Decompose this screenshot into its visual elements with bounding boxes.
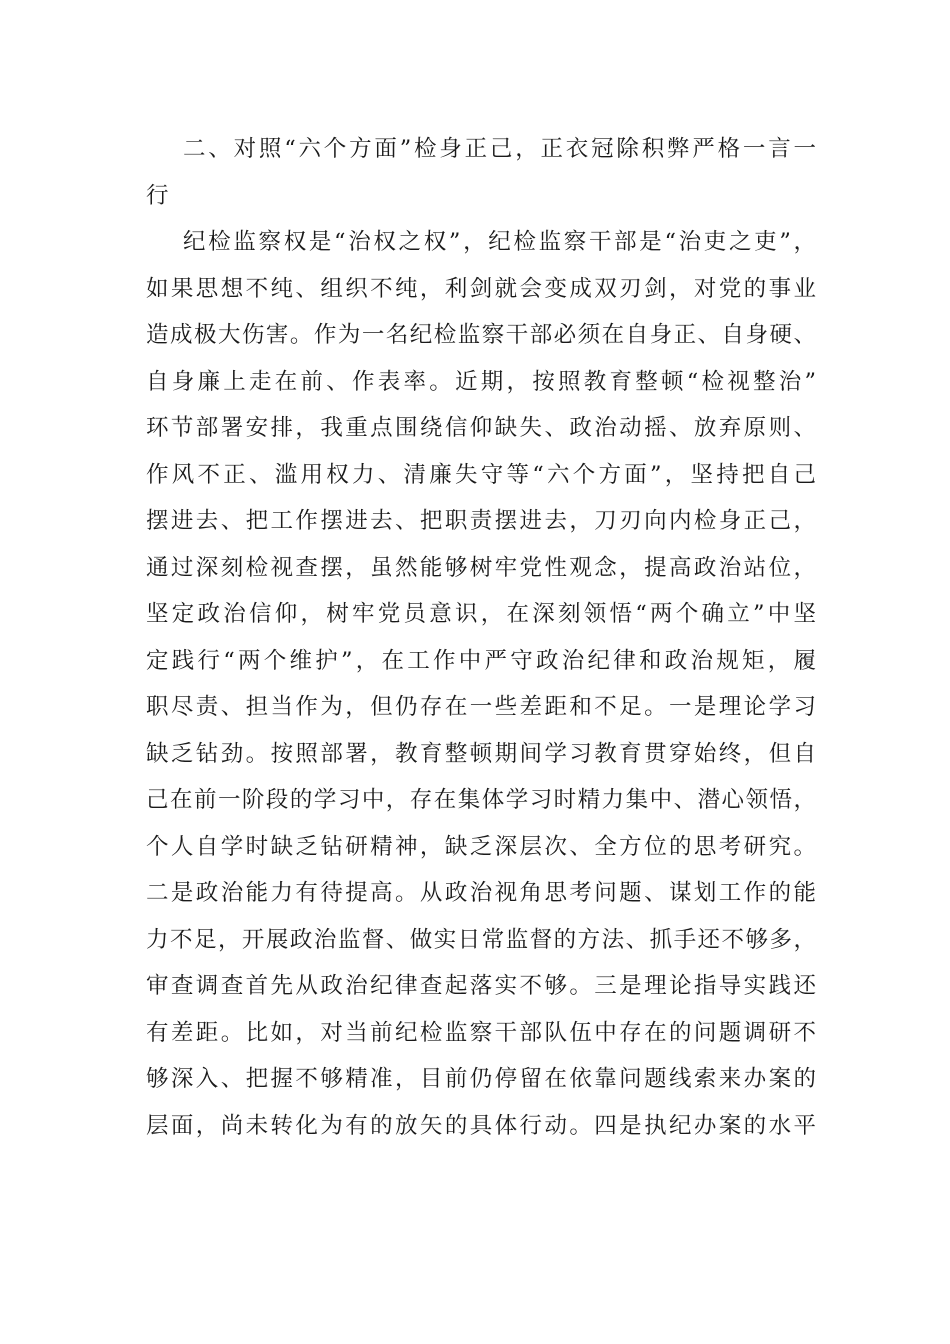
paragraph-line-14: 个人自学时缺乏钻研精神，缺乏深层次、全方位的思考研究。 bbox=[146, 833, 816, 860]
section-heading-line-1: 二、对照“六个方面”检身正己，正衣冠除积弊严格一言一 bbox=[183, 136, 816, 162]
document-text bbox=[146, 126, 816, 1149]
paragraph-line-11: 职尽责、担当作为，但仍存在一些差距和不足。一是理论学习 bbox=[146, 694, 816, 720]
paragraph-line-5: 环节部署安排，我重点围绕信仰缺失、政治动摇、放弃原则、 bbox=[146, 415, 816, 441]
paragraph-line-15: 二是政治能力有待提高。从政治视角思考问题、谋划工作的能 bbox=[146, 880, 816, 906]
paragraph-line-17: 审查调查首先从政治纪律查起落实不够。三是理论指导实践还 bbox=[146, 973, 816, 999]
paragraph-line-20: 层面，尚未转化为有的放矢的具体行动。四是执纪办案的水平 bbox=[146, 1112, 816, 1139]
paragraph-line-9: 坚定政治信仰，树牢党员意识，在深刻领悟“两个确立”中坚 bbox=[146, 601, 816, 627]
paragraph-line-13: 己在前一阶段的学习中，存在集体学习时精力集中、潜心领悟， bbox=[146, 787, 816, 813]
section-heading-line-2: 行 bbox=[146, 182, 169, 209]
paragraph-line-2: 如果思想不纯、组织不纯，利剑就会变成双刃剑，对党的事业 bbox=[146, 275, 816, 302]
paragraph-line-6: 作风不正、滥用权力、清廉失守等“六个方面”，坚持把自己 bbox=[146, 461, 816, 488]
paragraph-line-19: 够深入、把握不够精准，目前仍停留在依靠问题线索来办案的 bbox=[146, 1066, 816, 1092]
paragraph-line-16: 力不足，开展政治监督、做实日常监督的方法、抓手还不够多， bbox=[146, 926, 816, 953]
paragraph-line-4: 自身廉上走在前、作表率。近期，按照教育整顿“检视整治” bbox=[146, 368, 816, 395]
paragraph-line-10: 定践行“两个维护”，在工作中严守政治纪律和政治规矩，履 bbox=[146, 647, 816, 674]
paragraph-line-12: 缺乏钻劲。按照部署，教育整顿期间学习教育贯穿始终，但自 bbox=[146, 740, 816, 767]
paragraph-line-3: 造成极大伤害。作为一名纪检监察干部必须在自身正、自身硬、 bbox=[146, 322, 816, 348]
paragraph-line-7: 摆进去、把工作摆进去、把职责摆进去，刀刃向内检身正己， bbox=[146, 508, 816, 534]
paragraph-line-8: 通过深刻检视查摆，虽然能够树牢党性观念，提高政治站位， bbox=[146, 554, 816, 581]
paragraph-line-18: 有差距。比如，对当前纪检监察干部队伍中存在的问题调研不 bbox=[146, 1019, 816, 1046]
paragraph-line-1: 纪检监察权是“治权之权”，纪检监察干部是“治吏之吏”， bbox=[183, 229, 816, 255]
